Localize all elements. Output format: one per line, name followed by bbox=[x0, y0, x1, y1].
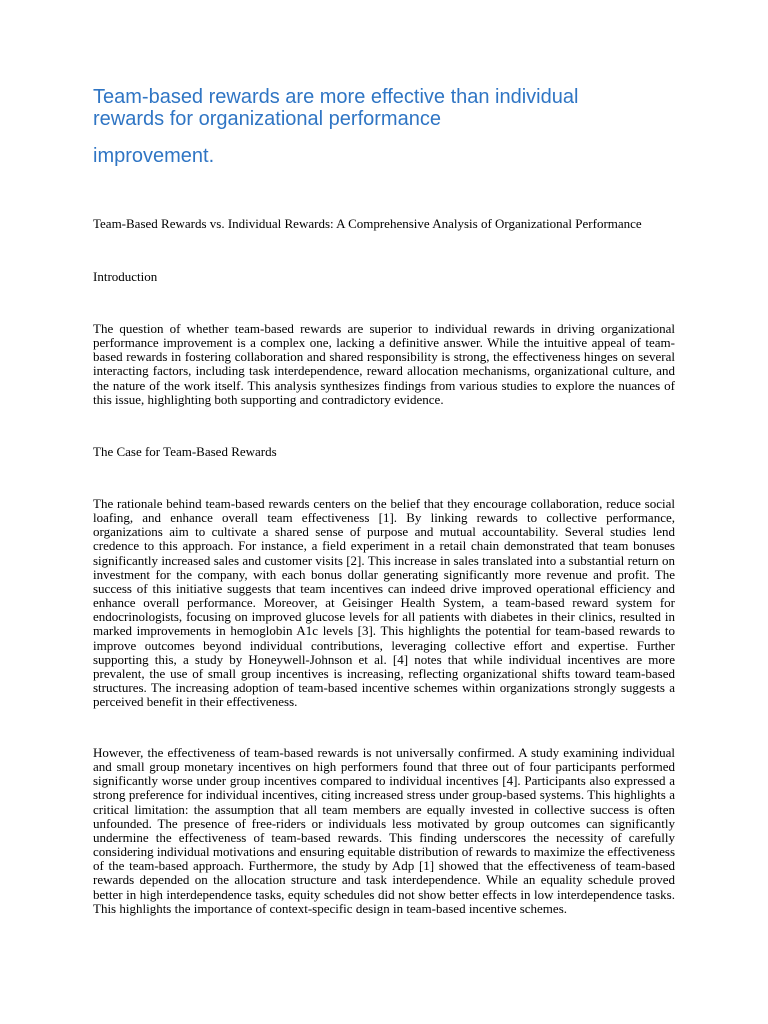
document-title-continuation: improvement. bbox=[93, 145, 215, 167]
team-rewards-paragraph-2: However, the effectiveness of team-based rewards is not universally confirmed. A study examining individual and small group monetary incentives on high performers found that three out of four participants performed significantly worse under group incentives compared to individual incentives [4]. Participants also expressed a strong preference for individual incentives, citing increased stress under group-based systems. This highlights a critical limitation: the assumption that all team members are equally invested in collective success is often unfounded. The presence of free-riders or individuals less motivated by group outcomes can significantly undermine the effectiveness of team-based rewards. This finding underscores the necessity of carefully considering individual motivations and ensuring equitable distribution of rewards to maximize the effectiveness of the team-based approach. Furthermore, the study by Adp [1] showed that the effectiveness of team-based rewards depended on the allocation structure and task interdependence. While an equality schedule proved better in high interdependence tasks, equity schedules did not show better effects in low interdependence tasks. This highlights the importance of context-specific design in team-based incentive schemes. bbox=[93, 745, 675, 916]
section-heading-team-rewards: The Case for Team-Based Rewards bbox=[93, 444, 277, 459]
document-subtitle: Team-Based Rewards vs. Individual Rewards: A Comprehensive Analysis of Organizational Performance bbox=[93, 216, 642, 231]
introduction-paragraph: The question of whether team-based rewards are superior to individual rewards in driving organizational performance improvement is a complex one, lacking a definitive answer. While the intuitive appeal of team-based rewards in fostering collaboration and shared responsibility is strong, the effectiveness hinges on several interacting factors, including task interdependence, reward allocation mechanisms, organizational culture, and the nature of the work itself. This analysis synthesizes findings from various studies to explore the nuances of this issue, highlighting both supporting and contradictory evidence. bbox=[93, 321, 675, 407]
document-title: Team-based rewards are more effective than individual rewards for organizational performance bbox=[93, 86, 579, 130]
team-rewards-paragraph-1: The rationale behind team-based rewards centers on the belief that they encourage collaboration, reduce social loafing, and enhance overall team effectiveness [1]. By linking rewards to collective performance, organizations aim to cultivate a shared sense of purpose and mutual accountability. Several studies lend credence to this approach. For instance, a field experiment in a retail chain demonstrated that team bonuses significantly increased sales and customer visits [2]. This increase in sales translated into a substantial return on investment for the company, with each bonus dollar generating significantly more revenue and profit. The success of this initiative suggests that team incentives can indeed drive improved operational efficiency and enhance overall performance. Moreover, at Geisinger Health System, a team-based reward system for endocrinologists, focusing on improved glucose levels for all patients with diabetes in their clinics, resulted in marked improvements in hemoglobin A1c levels [3]. This highlights the potential for team-based rewards to improve outcomes beyond individual contributions, leveraging collective effort and expertise. Further supporting this, a study by Honeywell-Johnson et al. [4] notes that while individual incentives are more prevalent, the use of small group incentives is increasing, reflecting organizational shifts toward team-based structures. The increasing adoption of team-based incentive schemes within organizations strongly suggests a perceived benefit in their effectiveness. bbox=[93, 496, 675, 710]
section-heading-introduction: Introduction bbox=[93, 269, 158, 284]
